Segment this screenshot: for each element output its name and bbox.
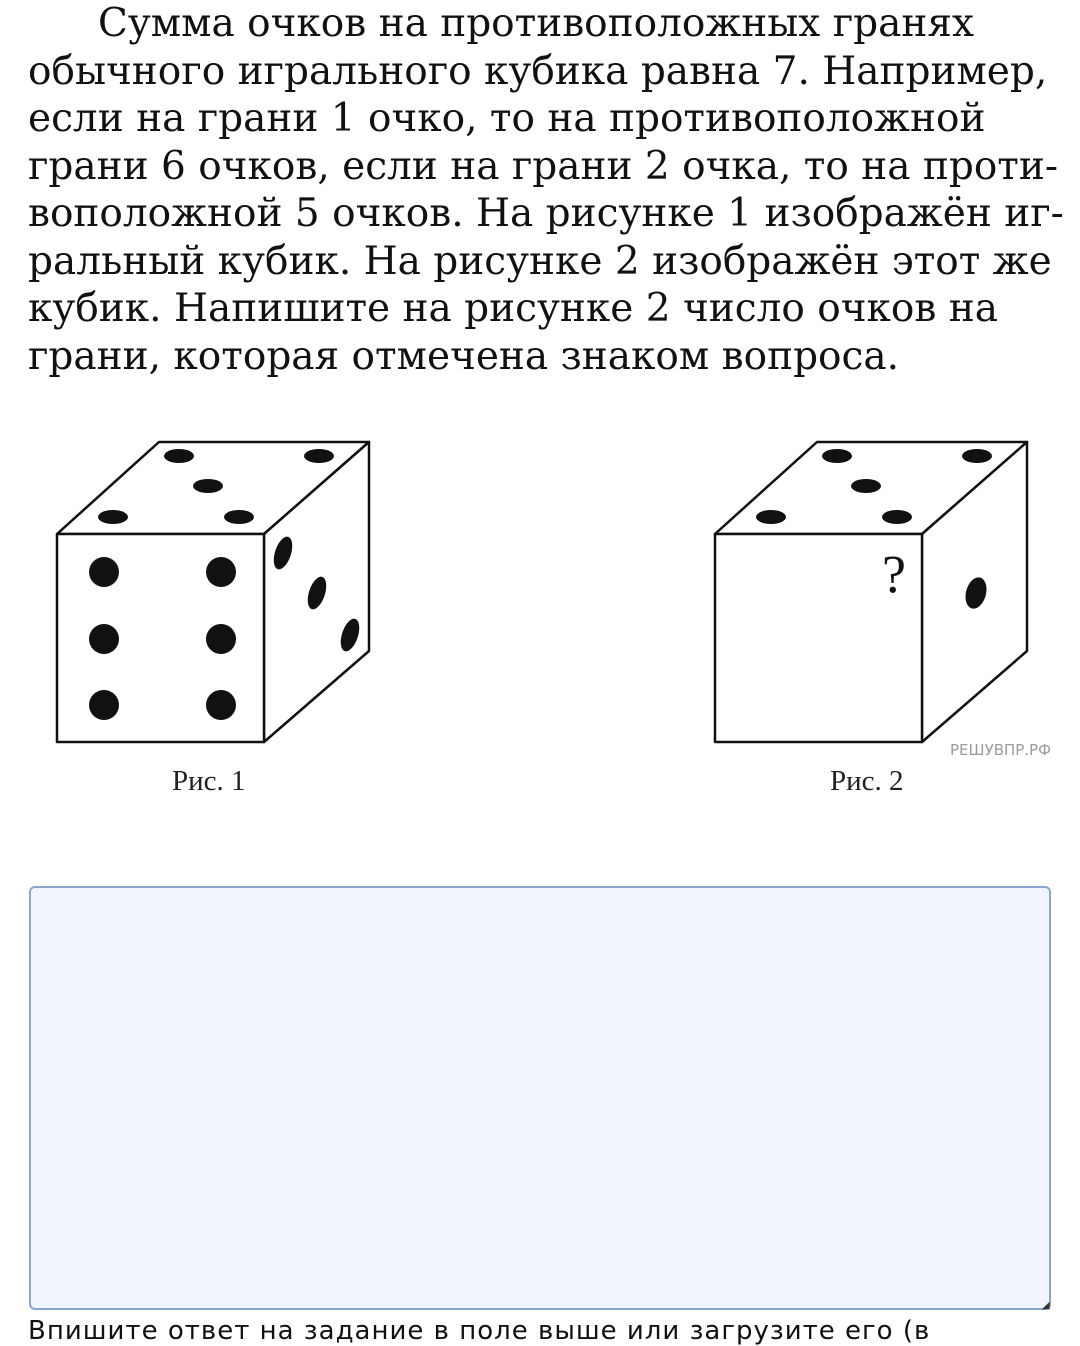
die2-top-pip [756, 510, 786, 524]
resize-handle-icon[interactable]: ◢ [1042, 1300, 1050, 1311]
answer-hint: Впишите ответ на задание в поле выше или загрузите его (в [28, 1316, 931, 1346]
die1-top-pip [193, 479, 223, 493]
die1-front-pip [206, 624, 236, 654]
task-line: грани, которая отмечена знаком вопроса. [28, 333, 900, 379]
die2-top-pip [962, 449, 992, 463]
die1-front-pip [206, 690, 236, 720]
task-line: воположной 5 очков. На рисунке 1 изображён иг- [28, 191, 1064, 236]
watermark: РЕШУВПР.РФ [950, 741, 1052, 759]
task-line: обычного игрального кубика равна 7. Например, [28, 48, 1048, 94]
task-line: Сумма очков на противоположных гранях [98, 1, 974, 46]
figure-1-caption: Рис. 1 [172, 765, 246, 797]
die2-top-pip [882, 510, 912, 524]
die2-top-pip [851, 479, 881, 493]
die1-top-pip [98, 510, 128, 524]
dice-figure-1 [40, 430, 380, 750]
task-line: грани 6 очков, если на грани 2 очка, то на проти- [28, 143, 1059, 189]
task-line: если на грани 1 очко, то на противоположной [28, 96, 986, 141]
die1-top-pip [164, 449, 194, 463]
die1-front-pip [89, 557, 119, 587]
die1-top-pip [304, 449, 334, 463]
die2-top-pip [822, 449, 852, 463]
die1-front-pip [206, 557, 236, 587]
answer-textarea[interactable] [29, 886, 1051, 1310]
question-mark: ? [882, 544, 906, 604]
task-line: кубик. Напишите на рисунке 2 число очков на [28, 286, 998, 331]
die1-top-pip [224, 510, 254, 524]
die1-front-pip [89, 624, 119, 654]
task-text [28, 0, 1064, 380]
figure-2-caption: Рис. 2 [830, 765, 904, 797]
dice-figure-2 [698, 430, 1038, 750]
task-line: ральный кубик. На рисунке 2 изображён этот же [28, 238, 1052, 284]
die1-front-pip [89, 690, 119, 720]
